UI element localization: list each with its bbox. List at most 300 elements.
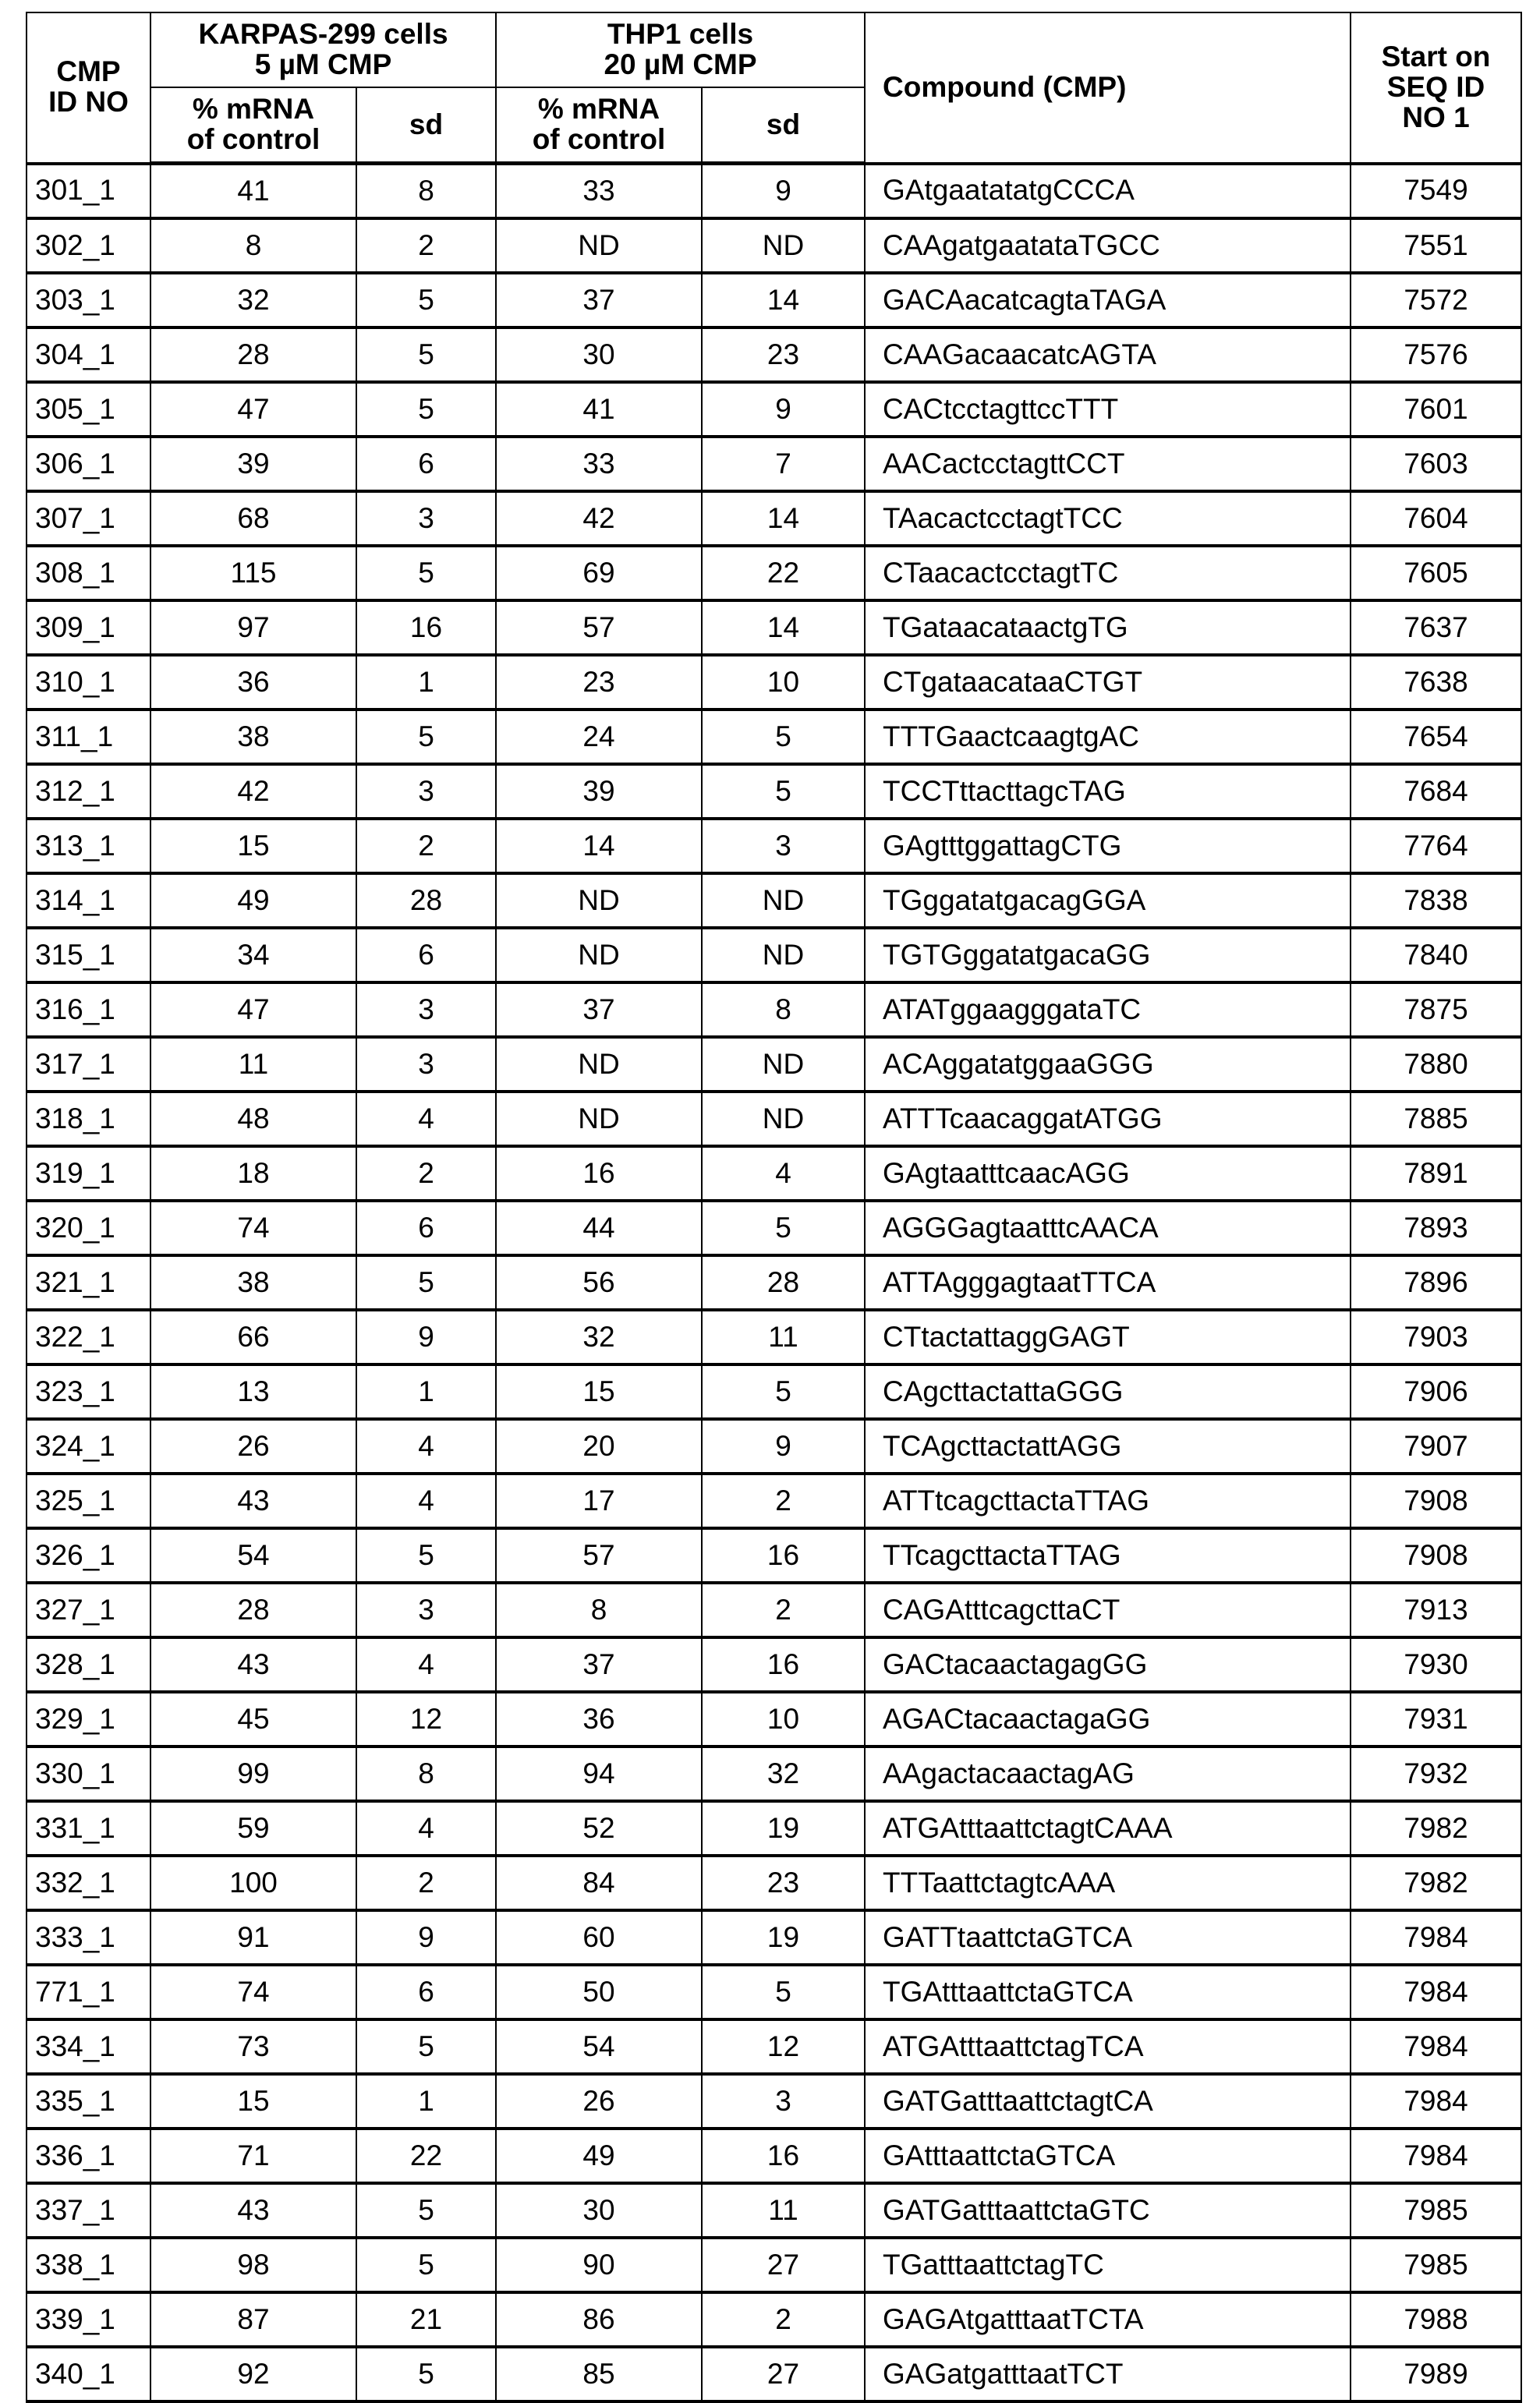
compound-cell: AAgactacaactagAG bbox=[865, 1747, 1351, 1801]
thp1-mrna-cell: 39 bbox=[496, 764, 702, 819]
cmp-id-cell: 320_1 bbox=[27, 1201, 150, 1255]
start-position-cell: 7931 bbox=[1351, 1692, 1521, 1747]
karpas-mrna-cell: 48 bbox=[150, 1092, 356, 1146]
karpas-mrna-cell: 74 bbox=[150, 1201, 356, 1255]
karpas-sd-cell: 4 bbox=[356, 1474, 496, 1528]
thp1-mrna-cell: 49 bbox=[496, 2129, 702, 2183]
table-row bbox=[27, 437, 1521, 491]
karpas-mrna-cell: 45 bbox=[150, 1692, 356, 1747]
table-row bbox=[27, 600, 1521, 655]
compound-cell: GAGAtgatttaatTCTA bbox=[865, 2292, 1351, 2347]
compound-cell: CACtcctagttccTTT bbox=[865, 382, 1351, 437]
start-position-cell: 7896 bbox=[1351, 1255, 1521, 1310]
karpas-mrna-cell: 43 bbox=[150, 2183, 356, 2238]
karpas-sd-cell: 4 bbox=[356, 1637, 496, 1692]
thp1-mrna-cell: 36 bbox=[496, 1692, 702, 1747]
start-position-cell: 7985 bbox=[1351, 2238, 1521, 2292]
thp1-sd-cell: 5 bbox=[702, 1364, 865, 1419]
thp1-mrna-cell: 54 bbox=[496, 2019, 702, 2074]
cmp-id-cell: 335_1 bbox=[27, 2074, 150, 2129]
table-row bbox=[27, 1092, 1521, 1146]
compound-cell: TGAtttaattctaGTCA bbox=[865, 1965, 1351, 2019]
table-row bbox=[27, 273, 1521, 327]
thp1-mrna-cell: 41 bbox=[496, 382, 702, 437]
start-position-cell: 7984 bbox=[1351, 2074, 1521, 2129]
table-row bbox=[27, 1474, 1521, 1528]
karpas-mrna-cell: 28 bbox=[150, 1583, 356, 1637]
compound-cell: TCCTttacttagcTAG bbox=[865, 764, 1351, 819]
header-thp1-mrna: % mRNA of control bbox=[496, 87, 702, 164]
table-row bbox=[27, 655, 1521, 710]
thp1-mrna-cell: 37 bbox=[496, 1637, 702, 1692]
cmp-id-cell: 324_1 bbox=[27, 1419, 150, 1474]
thp1-sd-cell: 2 bbox=[702, 1474, 865, 1528]
cmp-id-cell: 328_1 bbox=[27, 1637, 150, 1692]
thp1-mrna-cell: 69 bbox=[496, 546, 702, 600]
start-position-cell: 7875 bbox=[1351, 982, 1521, 1037]
karpas-mrna-cell: 73 bbox=[150, 2019, 356, 2074]
start-position-cell: 7893 bbox=[1351, 1201, 1521, 1255]
karpas-sd-cell: 12 bbox=[356, 1692, 496, 1747]
thp1-sd-cell: 11 bbox=[702, 1310, 865, 1364]
karpas-mrna-cell: 47 bbox=[150, 382, 356, 437]
table-row bbox=[27, 1856, 1521, 1910]
karpas-mrna-cell: 74 bbox=[150, 1965, 356, 2019]
start-position-cell: 7930 bbox=[1351, 1637, 1521, 1692]
start-position-cell: 7984 bbox=[1351, 1965, 1521, 2019]
start-position-cell: 7880 bbox=[1351, 1037, 1521, 1092]
cmp-id-cell: 322_1 bbox=[27, 1310, 150, 1364]
table-row bbox=[27, 819, 1521, 873]
table-row bbox=[27, 1201, 1521, 1255]
cmp-id-cell: 331_1 bbox=[27, 1801, 150, 1856]
thp1-mrna-cell: ND bbox=[496, 928, 702, 982]
cmp-id-cell: 303_1 bbox=[27, 273, 150, 327]
compound-cell: CTaacactcctagtTC bbox=[865, 546, 1351, 600]
header-karpas-sd: sd bbox=[356, 87, 496, 164]
karpas-sd-cell: 3 bbox=[356, 982, 496, 1037]
table-body bbox=[27, 164, 1521, 2402]
compound-cell: GATGatttaattctagtCA bbox=[865, 2074, 1351, 2129]
compound-cell: GATTtaattctaGTCA bbox=[865, 1910, 1351, 1965]
karpas-sd-cell: 2 bbox=[356, 1856, 496, 1910]
karpas-sd-cell: 1 bbox=[356, 655, 496, 710]
results-table bbox=[26, 12, 1522, 2403]
cmp-id-cell: 326_1 bbox=[27, 1528, 150, 1583]
karpas-sd-cell: 2 bbox=[356, 218, 496, 273]
karpas-mrna-cell: 68 bbox=[150, 491, 356, 546]
karpas-sd-cell: 4 bbox=[356, 1801, 496, 1856]
compound-cell: TTTaattctagtcAAA bbox=[865, 1856, 1351, 1910]
cmp-id-cell: 315_1 bbox=[27, 928, 150, 982]
table-row bbox=[27, 164, 1521, 219]
cmp-id-cell: 329_1 bbox=[27, 1692, 150, 1747]
compound-cell: TTTGaactcaagtgAC bbox=[865, 710, 1351, 764]
thp1-sd-cell: 22 bbox=[702, 546, 865, 600]
cmp-id-cell: 321_1 bbox=[27, 1255, 150, 1310]
karpas-mrna-cell: 28 bbox=[150, 327, 356, 382]
thp1-sd-cell: 2 bbox=[702, 2292, 865, 2347]
cmp-id-cell: 319_1 bbox=[27, 1146, 150, 1201]
karpas-mrna-cell: 38 bbox=[150, 1255, 356, 1310]
start-position-cell: 7838 bbox=[1351, 873, 1521, 928]
thp1-sd-cell: 7 bbox=[702, 437, 865, 491]
table-row bbox=[27, 546, 1521, 600]
start-position-cell: 7984 bbox=[1351, 1910, 1521, 1965]
compound-cell: GACAacatcagtaTAGA bbox=[865, 273, 1351, 327]
karpas-sd-cell: 5 bbox=[356, 1528, 496, 1583]
karpas-sd-cell: 3 bbox=[356, 1037, 496, 1092]
table-row bbox=[27, 1528, 1521, 1583]
thp1-sd-cell: 3 bbox=[702, 819, 865, 873]
thp1-mrna-cell: 57 bbox=[496, 600, 702, 655]
cmp-id-cell: 312_1 bbox=[27, 764, 150, 819]
thp1-mrna-cell: ND bbox=[496, 1037, 702, 1092]
karpas-sd-cell: 6 bbox=[356, 1201, 496, 1255]
compound-cell: TCAgcttactattAGG bbox=[865, 1419, 1351, 1474]
table-row bbox=[27, 1910, 1521, 1965]
compound-cell: AGGGagtaatttcAACA bbox=[865, 1201, 1351, 1255]
cmp-id-cell: 308_1 bbox=[27, 546, 150, 600]
karpas-mrna-cell: 34 bbox=[150, 928, 356, 982]
table-row bbox=[27, 2183, 1521, 2238]
cmp-id-cell: 771_1 bbox=[27, 1965, 150, 2019]
karpas-mrna-cell: 38 bbox=[150, 710, 356, 764]
table-row bbox=[27, 1419, 1521, 1474]
compound-cell: CAgcttactattaGGG bbox=[865, 1364, 1351, 1419]
thp1-sd-cell: 2 bbox=[702, 1583, 865, 1637]
thp1-sd-cell: ND bbox=[702, 928, 865, 982]
karpas-mrna-cell: 15 bbox=[150, 2074, 356, 2129]
start-position-cell: 7989 bbox=[1351, 2347, 1521, 2401]
cmp-id-cell: 307_1 bbox=[27, 491, 150, 546]
karpas-sd-cell: 3 bbox=[356, 764, 496, 819]
thp1-mrna-cell: 30 bbox=[496, 327, 702, 382]
cmp-id-cell: 325_1 bbox=[27, 1474, 150, 1528]
table-row bbox=[27, 2347, 1521, 2401]
table-row bbox=[27, 1255, 1521, 1310]
thp1-sd-cell: 5 bbox=[702, 1965, 865, 2019]
karpas-mrna-cell: 26 bbox=[150, 1419, 356, 1474]
thp1-sd-cell: 9 bbox=[702, 382, 865, 437]
karpas-sd-cell: 6 bbox=[356, 437, 496, 491]
cmp-id-cell: 327_1 bbox=[27, 1583, 150, 1637]
header-karpas-mrna: % mRNA of control bbox=[150, 87, 356, 164]
karpas-mrna-cell: 87 bbox=[150, 2292, 356, 2347]
table-row bbox=[27, 1747, 1521, 1801]
start-position-cell: 7906 bbox=[1351, 1364, 1521, 1419]
start-position-cell: 7932 bbox=[1351, 1747, 1521, 1801]
cmp-id-cell: 311_1 bbox=[27, 710, 150, 764]
table-row bbox=[27, 491, 1521, 546]
thp1-sd-cell: 23 bbox=[702, 1856, 865, 1910]
thp1-mrna-cell: 44 bbox=[496, 1201, 702, 1255]
cmp-id-cell: 306_1 bbox=[27, 437, 150, 491]
table-row bbox=[27, 1637, 1521, 1692]
thp1-mrna-cell: 33 bbox=[496, 164, 702, 219]
karpas-mrna-cell: 41 bbox=[150, 164, 356, 219]
compound-cell: ATATggaagggataTC bbox=[865, 982, 1351, 1037]
compound-cell: GAgtaatttcaacAGG bbox=[865, 1146, 1351, 1201]
compound-cell: TGataacataactgTG bbox=[865, 600, 1351, 655]
header-karpas-group: KARPAS-299 cells 5 µM CMP bbox=[150, 12, 496, 87]
thp1-mrna-cell: 23 bbox=[496, 655, 702, 710]
karpas-mrna-cell: 100 bbox=[150, 1856, 356, 1910]
compound-cell: ATGAtttaattctagTCA bbox=[865, 2019, 1351, 2074]
thp1-mrna-cell: 32 bbox=[496, 1310, 702, 1364]
karpas-mrna-cell: 91 bbox=[150, 1910, 356, 1965]
cmp-id-cell: 316_1 bbox=[27, 982, 150, 1037]
karpas-sd-cell: 9 bbox=[356, 1310, 496, 1364]
cmp-id-cell: 318_1 bbox=[27, 1092, 150, 1146]
compound-cell: TGTGggatatgacaGG bbox=[865, 928, 1351, 982]
thp1-sd-cell: 19 bbox=[702, 1910, 865, 1965]
thp1-sd-cell: ND bbox=[702, 1037, 865, 1092]
compound-cell: ATTTcaacaggatATGG bbox=[865, 1092, 1351, 1146]
start-position-cell: 7603 bbox=[1351, 437, 1521, 491]
karpas-sd-cell: 4 bbox=[356, 1419, 496, 1474]
karpas-mrna-cell: 71 bbox=[150, 2129, 356, 2183]
thp1-mrna-cell: 60 bbox=[496, 1910, 702, 1965]
thp1-sd-cell: ND bbox=[702, 1092, 865, 1146]
table-row bbox=[27, 2129, 1521, 2183]
karpas-mrna-cell: 49 bbox=[150, 873, 356, 928]
header-thp1-sd: sd bbox=[702, 87, 865, 164]
compound-cell: CAAgatgaatataTGCC bbox=[865, 218, 1351, 273]
thp1-sd-cell: 27 bbox=[702, 2347, 865, 2401]
compound-cell: TGggatatgacagGGA bbox=[865, 873, 1351, 928]
compound-cell: TTcagcttactaTTAG bbox=[865, 1528, 1351, 1583]
karpas-mrna-cell: 43 bbox=[150, 1474, 356, 1528]
karpas-mrna-cell: 59 bbox=[150, 1801, 356, 1856]
start-position-cell: 7891 bbox=[1351, 1146, 1521, 1201]
thp1-mrna-cell: 15 bbox=[496, 1364, 702, 1419]
table-row bbox=[27, 1310, 1521, 1364]
header-cmp-id: CMP ID NO bbox=[27, 12, 150, 164]
thp1-mrna-cell: 52 bbox=[496, 1801, 702, 1856]
karpas-mrna-cell: 8 bbox=[150, 218, 356, 273]
thp1-sd-cell: 5 bbox=[702, 764, 865, 819]
start-position-cell: 7908 bbox=[1351, 1474, 1521, 1528]
thp1-sd-cell: 3 bbox=[702, 2074, 865, 2129]
compound-cell: CAGAtttcagcttaCT bbox=[865, 1583, 1351, 1637]
thp1-sd-cell: 5 bbox=[702, 710, 865, 764]
thp1-mrna-cell: 37 bbox=[496, 273, 702, 327]
thp1-sd-cell: 4 bbox=[702, 1146, 865, 1201]
thp1-mrna-cell: 57 bbox=[496, 1528, 702, 1583]
table-row bbox=[27, 218, 1521, 273]
start-position-cell: 7605 bbox=[1351, 546, 1521, 600]
thp1-mrna-cell: ND bbox=[496, 873, 702, 928]
start-position-cell: 7576 bbox=[1351, 327, 1521, 382]
table-row bbox=[27, 982, 1521, 1037]
thp1-mrna-cell: 85 bbox=[496, 2347, 702, 2401]
start-position-cell: 7601 bbox=[1351, 382, 1521, 437]
header-compound: Compound (CMP) bbox=[865, 12, 1351, 164]
start-position-cell: 7908 bbox=[1351, 1528, 1521, 1583]
start-position-cell: 7984 bbox=[1351, 2129, 1521, 2183]
compound-cell: ACAggatatggaaGGG bbox=[865, 1037, 1351, 1092]
karpas-mrna-cell: 92 bbox=[150, 2347, 356, 2401]
compound-cell: AGACtacaactagaGG bbox=[865, 1692, 1351, 1747]
karpas-sd-cell: 21 bbox=[356, 2292, 496, 2347]
start-position-cell: 7551 bbox=[1351, 218, 1521, 273]
karpas-sd-cell: 5 bbox=[356, 2183, 496, 2238]
karpas-mrna-cell: 11 bbox=[150, 1037, 356, 1092]
cmp-id-cell: 304_1 bbox=[27, 327, 150, 382]
thp1-mrna-cell: 20 bbox=[496, 1419, 702, 1474]
thp1-mrna-cell: 84 bbox=[496, 1856, 702, 1910]
karpas-sd-cell: 1 bbox=[356, 1364, 496, 1419]
thp1-sd-cell: 9 bbox=[702, 1419, 865, 1474]
karpas-mrna-cell: 97 bbox=[150, 600, 356, 655]
start-position-cell: 7913 bbox=[1351, 1583, 1521, 1637]
table-row bbox=[27, 764, 1521, 819]
compound-cell: ATGAtttaattctagtCAAA bbox=[865, 1801, 1351, 1856]
start-position-cell: 7988 bbox=[1351, 2292, 1521, 2347]
table-row bbox=[27, 1146, 1521, 1201]
start-position-cell: 7637 bbox=[1351, 600, 1521, 655]
karpas-mrna-cell: 99 bbox=[150, 1747, 356, 1801]
compound-cell: GATGatttaattctaGTC bbox=[865, 2183, 1351, 2238]
cmp-id-cell: 314_1 bbox=[27, 873, 150, 928]
compound-cell: TAacactcctagtTCC bbox=[865, 491, 1351, 546]
cmp-id-cell: 330_1 bbox=[27, 1747, 150, 1801]
start-position-cell: 7982 bbox=[1351, 1801, 1521, 1856]
header-thp1-group: THP1 cells 20 µM CMP bbox=[496, 12, 865, 87]
karpas-sd-cell: 3 bbox=[356, 491, 496, 546]
thp1-mrna-cell: 33 bbox=[496, 437, 702, 491]
table-row bbox=[27, 1965, 1521, 2019]
cmp-id-cell: 333_1 bbox=[27, 1910, 150, 1965]
thp1-mrna-cell: 17 bbox=[496, 1474, 702, 1528]
thp1-sd-cell: 19 bbox=[702, 1801, 865, 1856]
karpas-sd-cell: 6 bbox=[356, 1965, 496, 2019]
start-position-cell: 7982 bbox=[1351, 1856, 1521, 1910]
karpas-mrna-cell: 39 bbox=[150, 437, 356, 491]
thp1-mrna-cell: 56 bbox=[496, 1255, 702, 1310]
karpas-mrna-cell: 54 bbox=[150, 1528, 356, 1583]
start-position-cell: 7985 bbox=[1351, 2183, 1521, 2238]
table-row bbox=[27, 1583, 1521, 1637]
table-row bbox=[27, 1692, 1521, 1747]
karpas-sd-cell: 6 bbox=[356, 928, 496, 982]
start-position-cell: 7984 bbox=[1351, 2019, 1521, 2074]
karpas-sd-cell: 5 bbox=[356, 1255, 496, 1310]
karpas-mrna-cell: 43 bbox=[150, 1637, 356, 1692]
thp1-sd-cell: 11 bbox=[702, 2183, 865, 2238]
thp1-sd-cell: 27 bbox=[702, 2238, 865, 2292]
thp1-mrna-cell: 30 bbox=[496, 2183, 702, 2238]
cmp-id-cell: 339_1 bbox=[27, 2292, 150, 2347]
table-row bbox=[27, 928, 1521, 982]
start-position-cell: 7572 bbox=[1351, 273, 1521, 327]
start-position-cell: 7903 bbox=[1351, 1310, 1521, 1364]
start-position-cell: 7654 bbox=[1351, 710, 1521, 764]
table-row bbox=[27, 1364, 1521, 1419]
cmp-id-cell: 310_1 bbox=[27, 655, 150, 710]
karpas-mrna-cell: 47 bbox=[150, 982, 356, 1037]
thp1-sd-cell: 16 bbox=[702, 1637, 865, 1692]
thp1-sd-cell: ND bbox=[702, 873, 865, 928]
compound-cell: GAGatgatttaatTCT bbox=[865, 2347, 1351, 2401]
thp1-sd-cell: 12 bbox=[702, 2019, 865, 2074]
karpas-mrna-cell: 15 bbox=[150, 819, 356, 873]
cmp-id-cell: 302_1 bbox=[27, 218, 150, 273]
karpas-mrna-cell: 18 bbox=[150, 1146, 356, 1201]
table-row bbox=[27, 2074, 1521, 2129]
cmp-id-cell: 334_1 bbox=[27, 2019, 150, 2074]
thp1-sd-cell: 23 bbox=[702, 327, 865, 382]
thp1-sd-cell: 9 bbox=[702, 164, 865, 219]
karpas-mrna-cell: 115 bbox=[150, 546, 356, 600]
compound-cell: GAgtttggattagCTG bbox=[865, 819, 1351, 873]
thp1-mrna-cell: 86 bbox=[496, 2292, 702, 2347]
thp1-sd-cell: 10 bbox=[702, 1692, 865, 1747]
compound-cell: GACtacaactagagGG bbox=[865, 1637, 1351, 1692]
thp1-mrna-cell: 8 bbox=[496, 1583, 702, 1637]
karpas-sd-cell: 3 bbox=[356, 1583, 496, 1637]
karpas-sd-cell: 22 bbox=[356, 2129, 496, 2183]
header-start: Start on SEQ ID NO 1 bbox=[1351, 12, 1521, 164]
compound-cell: GAtttaattctaGTCA bbox=[865, 2129, 1351, 2183]
cmp-id-cell: 313_1 bbox=[27, 819, 150, 873]
thp1-sd-cell: 10 bbox=[702, 655, 865, 710]
cmp-id-cell: 340_1 bbox=[27, 2347, 150, 2401]
thp1-sd-cell: ND bbox=[702, 218, 865, 273]
karpas-mrna-cell: 13 bbox=[150, 1364, 356, 1419]
thp1-mrna-cell: 42 bbox=[496, 491, 702, 546]
cmp-id-cell: 323_1 bbox=[27, 1364, 150, 1419]
thp1-sd-cell: 16 bbox=[702, 2129, 865, 2183]
cmp-id-cell: 317_1 bbox=[27, 1037, 150, 1092]
start-position-cell: 7684 bbox=[1351, 764, 1521, 819]
thp1-mrna-cell: 94 bbox=[496, 1747, 702, 1801]
karpas-sd-cell: 5 bbox=[356, 327, 496, 382]
start-position-cell: 7638 bbox=[1351, 655, 1521, 710]
compound-cell: AACactcctagttCCT bbox=[865, 437, 1351, 491]
compound-cell: TGatttaattctagTC bbox=[865, 2238, 1351, 2292]
cmp-id-cell: 336_1 bbox=[27, 2129, 150, 2183]
thp1-mrna-cell: 26 bbox=[496, 2074, 702, 2129]
karpas-sd-cell: 9 bbox=[356, 1910, 496, 1965]
karpas-sd-cell: 16 bbox=[356, 600, 496, 655]
compound-cell: ATTtcagcttactaTTAG bbox=[865, 1474, 1351, 1528]
karpas-sd-cell: 5 bbox=[356, 273, 496, 327]
table-row bbox=[27, 2019, 1521, 2074]
karpas-sd-cell: 2 bbox=[356, 1146, 496, 1201]
compound-cell: CAAGacaacatcAGTA bbox=[865, 327, 1351, 382]
karpas-mrna-cell: 42 bbox=[150, 764, 356, 819]
thp1-mrna-cell: 16 bbox=[496, 1146, 702, 1201]
table-row bbox=[27, 1037, 1521, 1092]
start-position-cell: 7907 bbox=[1351, 1419, 1521, 1474]
compound-cell: ATTAgggagtaatTTCA bbox=[865, 1255, 1351, 1310]
cmp-id-cell: 305_1 bbox=[27, 382, 150, 437]
compound-cell: CTgataacataaCTGT bbox=[865, 655, 1351, 710]
table-row bbox=[27, 327, 1521, 382]
thp1-mrna-cell: 90 bbox=[496, 2238, 702, 2292]
compound-cell: CTtactattaggGAGT bbox=[865, 1310, 1351, 1364]
thp1-mrna-cell: ND bbox=[496, 218, 702, 273]
karpas-sd-cell: 2 bbox=[356, 819, 496, 873]
karpas-mrna-cell: 36 bbox=[150, 655, 356, 710]
thp1-mrna-cell: 14 bbox=[496, 819, 702, 873]
start-position-cell: 7885 bbox=[1351, 1092, 1521, 1146]
compound-cell: GAtgaatatatgCCCA bbox=[865, 164, 1351, 219]
karpas-sd-cell: 1 bbox=[356, 2074, 496, 2129]
karpas-sd-cell: 5 bbox=[356, 710, 496, 764]
